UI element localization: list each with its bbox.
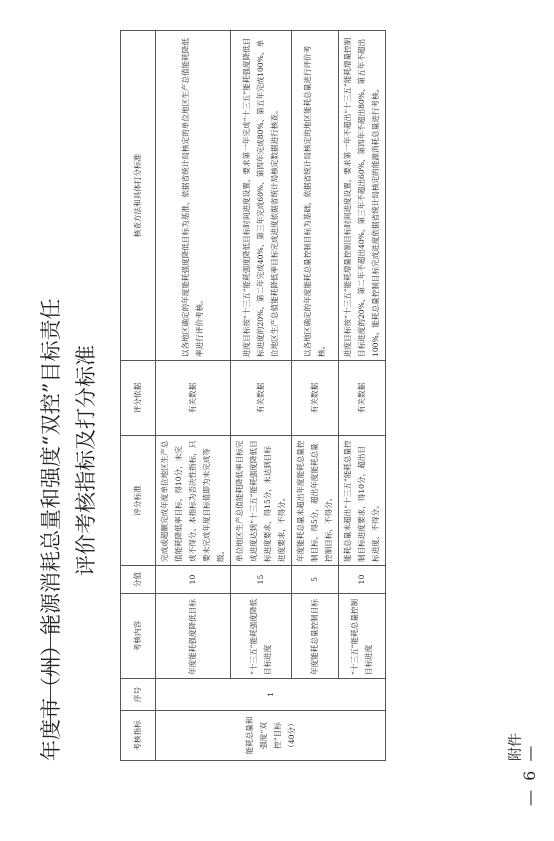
header-basis: 评分依据 bbox=[121, 361, 156, 436]
standard-cell: 年度能耗总量未超出年度能耗总量控制目标，得5分，超出年度能耗总量控制目标，不得分。 bbox=[292, 436, 339, 566]
header-category: 考核指标 bbox=[121, 711, 156, 761]
header-standard: 评分标准 bbox=[121, 436, 156, 566]
score-cell: 15 bbox=[231, 566, 292, 594]
header-seq: 序号 bbox=[121, 679, 156, 711]
basis-cell: 有关数据 bbox=[231, 361, 292, 436]
method-cell: 以各地区确定的年度能耗总量控制目标为基础，依据省统计局核定的地区能耗总量进行评价考核。 bbox=[292, 31, 339, 361]
content-cell: “十三五”能耗总量控制目标进度 bbox=[339, 594, 386, 679]
content-cell: 年度能耗强度降低目标 bbox=[156, 594, 231, 679]
score-cell: 10 bbox=[339, 566, 386, 594]
standard-cell: 完成或超额完成年度单位地区生产总值能耗降低率目标，得10分，未完成不得分。本指标为否决性指标，只要未完成年度目标值即为未完成等级。 bbox=[156, 436, 231, 566]
basis-cell: 有关数据 bbox=[292, 361, 339, 436]
basis-cell: 有关数据 bbox=[339, 361, 386, 436]
score-cell: 5 bbox=[292, 566, 339, 594]
standard-cell: 单位地区生产总值能耗降低率目标完成进度达到“十三五”能耗强度降低目标进度要求，得15分，未达到目标进度要求，不得分。 bbox=[231, 436, 292, 566]
table-row bbox=[231, 31, 292, 761]
table-row bbox=[339, 31, 386, 761]
category-cell: 能耗总量和强度“双控”目标（40分） bbox=[156, 711, 386, 761]
table-header-row bbox=[121, 31, 156, 761]
header-score: 分值 bbox=[121, 566, 156, 594]
page-number: — 6 — bbox=[520, 743, 539, 806]
assessment-table bbox=[120, 30, 386, 761]
method-cell: 进度目标按“十三五”能耗增量控制目标时间进度设置，要求第一年不超出“十三五”能耗增量控制目标进度的20%、第二年不超出40%、第三年不超出60%、第四年不超出80%、第五年不超出100%。能耗总量控制目标完成进度依据省统计局核定的能源消耗总量进行考核。 bbox=[339, 31, 386, 361]
header-content: 考核内容 bbox=[121, 594, 156, 679]
content-cell: “十三五”能耗强度降低目标进度 bbox=[231, 594, 292, 679]
document-title-line-2: 评价考核指标及打分标准 bbox=[74, 345, 98, 576]
method-cell: 进度目标按“十三五”能耗强度降低目标时间进度设置，要求第一年完成“十三五”能耗强度降低目标进度的20%、第二年完成40%、第三年完成60%、第四年完成80%、第五年完成100%。单位地区生产总值能耗降低率目标完成进度依据省统计局核定数据进行核查。 bbox=[231, 31, 292, 361]
standard-cell: 能耗总量未超出“十三五”能耗总量控制目标进度要求，得10分，超出目标进度，不得分。 bbox=[339, 436, 386, 566]
seq-cell: 1 bbox=[156, 679, 386, 711]
document-title-line-1: 年度市（州）能源消耗总量和强度“双控”目标责任 bbox=[39, 298, 63, 761]
content-cell: 年度能耗总量控制目标 bbox=[292, 594, 339, 679]
table-row bbox=[156, 31, 231, 761]
attachment-label: 附件 bbox=[508, 733, 524, 761]
method-cell: 以各地区确定的年度能耗强度降低目标为基准，依据省统计局核定的单位地区生产总值能耗降低率进行评价考核。 bbox=[156, 31, 231, 361]
basis-cell: 有关数据 bbox=[156, 361, 231, 436]
score-cell: 10 bbox=[156, 566, 231, 594]
table-row bbox=[292, 31, 339, 761]
header-method: 核查方法和具体打分标准 bbox=[121, 31, 156, 361]
